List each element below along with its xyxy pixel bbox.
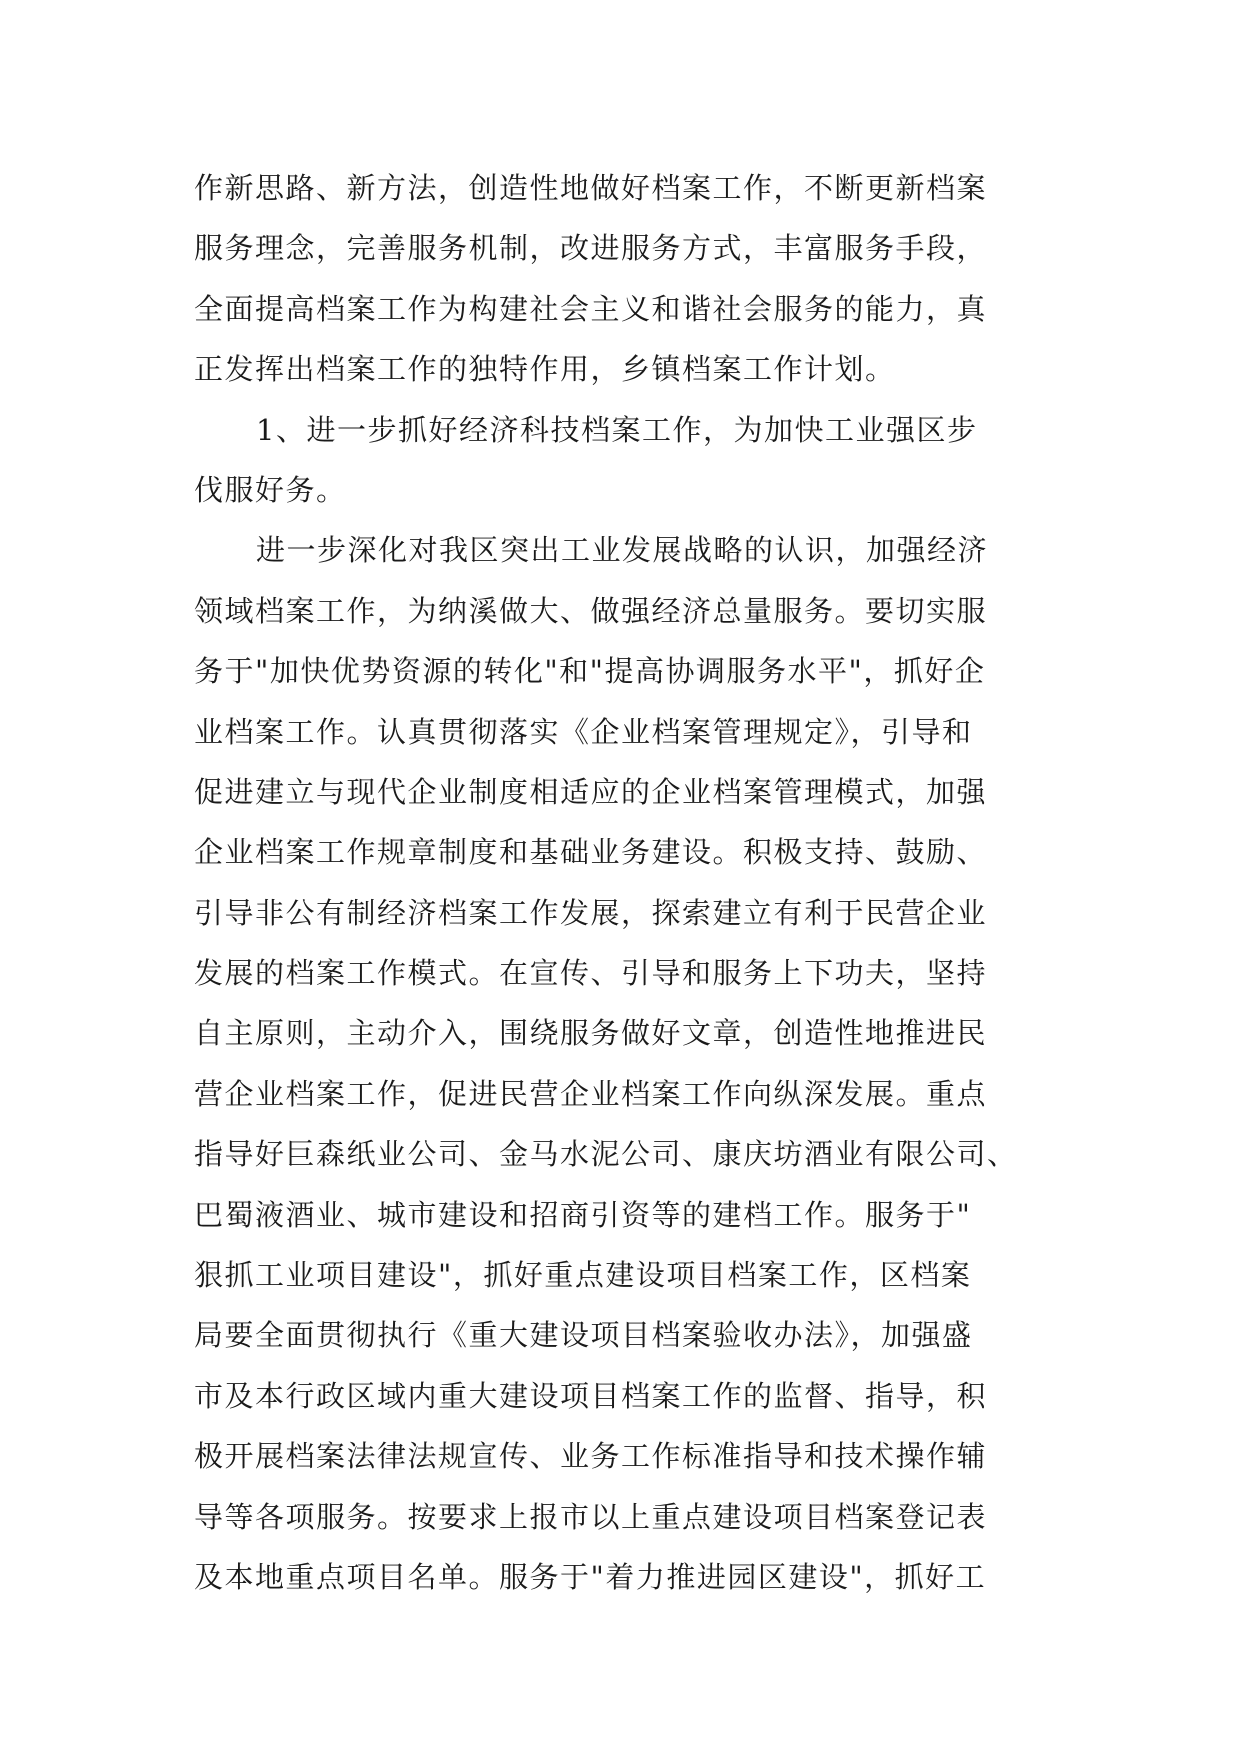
section-heading-line-2: 伐服好务。 xyxy=(194,472,347,507)
text-line-3: 全面提高档案工作为构建社会主义和谐社会服务的能力，真 xyxy=(194,291,988,326)
text-line-1: 作新思路、新方法，创造性地做好档案工作，不断更新档案 xyxy=(194,171,988,205)
text-line-21: 市及本行政区域内重大建设项目档案工作的监督、指导，积 xyxy=(194,1378,988,1413)
text-line-23: 导等各项服务。按要求上报市以上重点建设项目档案登记表 xyxy=(194,1499,988,1534)
text-line-16: 营企业档案工作，促进民营企业档案工作向纵深发展。重点 xyxy=(194,1076,988,1111)
text-line-24: 及本地重点项目名单。服务于"着力推进园区建设"，抓好工 xyxy=(194,1559,987,1594)
text-line-13: 引导非公有制经济档案工作发展，探索建立有利于民营企业 xyxy=(194,895,988,930)
text-line-8: 领域档案工作，为纳溪做大、做强经济总量服务。要切实服 xyxy=(194,593,988,628)
document-body xyxy=(194,158,1054,1607)
text-line-2: 服务理念，完善服务机制，改进服务方式，丰富服务手段， xyxy=(194,231,988,266)
section-heading-line-1: 1、进一步抓好经济科技档案工作，为加快工业强区步 xyxy=(256,412,978,447)
text-line-14: 发展的档案工作模式。在宣传、引导和服务上下功夫，坚持 xyxy=(194,956,988,991)
text-line-17: 指导好巨森纸业公司、金马水泥公司、康庆坊酒业有限公司、 xyxy=(194,1137,1018,1172)
text-line-20: 局要全面贯彻执行《重大建设项目档案验收办法》，加强盛 xyxy=(194,1318,973,1353)
text-line-4: 正发挥出档案工作的独特作用，乡镇档案工作计划。 xyxy=(194,352,896,387)
text-line-15: 自主原则，主动介入，围绕服务做好文章，创造性地推进民 xyxy=(194,1016,988,1051)
text-line-19: 狠抓工业项目建设"，抓好重点建设项目档案工作，区档案 xyxy=(194,1258,972,1293)
text-line-11: 促进建立与现代企业制度相适应的企业档案管理模式，加强 xyxy=(194,774,988,809)
paragraph-first-line: 进一步深化对我区突出工业发展战略的认识，加强经济 xyxy=(256,533,989,568)
text-line-18: 巴蜀液酒业、城市建设和招商引资等的建档工作。服务于" xyxy=(194,1197,972,1232)
text-line-9: 务于"加快优势资源的转化"和"提高协调服务水平"，抓好企 xyxy=(194,654,986,689)
text-line-22: 极开展档案法律法规宣传、业务工作标准指导和技术操作辅 xyxy=(194,1439,988,1474)
text-line-10: 业档案工作。认真贯彻落实《企业档案管理规定》，引导和 xyxy=(194,714,973,749)
text-line-12: 企业档案工作规章制度和基础业务建设。积极支持、鼓励、 xyxy=(194,835,988,870)
